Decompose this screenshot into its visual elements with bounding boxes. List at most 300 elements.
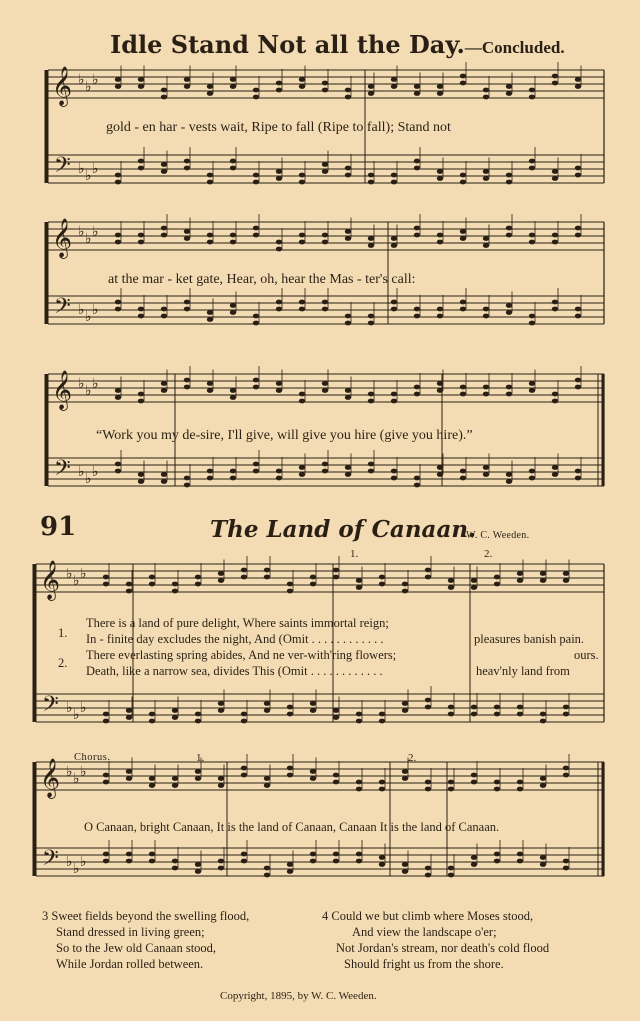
system1-bass-notehead — [276, 169, 282, 174]
system4-treble-notehead — [471, 585, 477, 590]
system3-bass-notehead — [575, 476, 581, 481]
system1-treble-notehead — [368, 84, 374, 89]
system5-treble-notehead — [310, 769, 316, 774]
system3-bass-notehead — [483, 465, 489, 470]
system1-bass-notehead — [391, 180, 397, 185]
system2-treble-notehead — [184, 236, 190, 241]
chorus-ending-1: 1. — [196, 752, 205, 764]
system2-bass-notehead — [184, 300, 190, 305]
system5-treble-notehead — [517, 787, 523, 792]
system1-bass-notehead — [414, 159, 420, 164]
system2-treble-notehead — [483, 243, 489, 248]
system5-treble-notehead — [379, 787, 385, 792]
system4-treble-notehead — [517, 571, 523, 576]
flat-icon: ♭ — [85, 168, 92, 184]
system5-bass-notehead — [448, 873, 454, 878]
system2-bass-notehead — [276, 307, 282, 312]
system3-bass-notehead — [322, 469, 328, 474]
system2-treble-notehead — [529, 233, 535, 238]
system2-treble-notehead — [506, 233, 512, 238]
chorus-ending-2: 2. — [408, 752, 417, 764]
system4-treble-notehead — [379, 582, 385, 587]
system5-bass-notehead — [287, 862, 293, 867]
system5-treble-notehead — [333, 773, 339, 778]
system3-treble-notehead — [529, 381, 535, 386]
system5-treble-notehead — [494, 787, 500, 792]
system5-treble-notehead — [425, 787, 431, 792]
flat-icon: ♭ — [80, 700, 87, 716]
verse-3-line-2: Stand dressed in living green; — [56, 925, 205, 939]
system5-bass-notehead — [218, 866, 224, 871]
flat-icon: ♭ — [92, 72, 99, 88]
system4-treble-notehead — [218, 571, 224, 576]
composer-credit: W. C. Weeden. — [466, 530, 530, 541]
system2-treble-notehead — [552, 240, 558, 245]
system2-bass-notehead — [115, 300, 121, 305]
verse-3-line-1: 3 Sweet fields beyond the swelling flood, — [42, 909, 250, 923]
system1-treble-notehead — [414, 91, 420, 96]
system4-bass-notehead — [379, 719, 385, 724]
system1-bass-notehead — [253, 180, 259, 185]
system4-bass-notehead — [310, 701, 316, 706]
system2-treble-notehead — [322, 240, 328, 245]
system3-bass-notehead — [460, 469, 466, 474]
hymn-number: 91 — [40, 512, 77, 542]
system4-treble-notehead — [103, 582, 109, 587]
system2-treble-notehead — [299, 233, 305, 238]
system4-treble-notehead — [356, 578, 362, 583]
system5-bass-notehead — [287, 869, 293, 874]
flat-icon: ♭ — [66, 566, 73, 582]
verse-ending-3: ours. — [574, 648, 599, 662]
system1-treble-notehead — [322, 88, 328, 93]
system2-bass-notehead — [115, 307, 121, 312]
system2-bass-notehead — [184, 307, 190, 312]
system2-treble-notehead — [161, 226, 167, 231]
page-title-main: Idle Stand Not all the Day. — [110, 30, 465, 59]
system5-treble-notehead — [448, 780, 454, 785]
flat-icon: ♭ — [85, 309, 92, 325]
system5-bass-notehead — [540, 855, 546, 860]
system5-bass-notehead — [333, 859, 339, 864]
system5-bass-notehead — [379, 862, 385, 867]
system3-treble-notehead — [437, 381, 443, 386]
system1-treble-notehead — [276, 88, 282, 93]
system2-bass-notehead — [391, 307, 397, 312]
system4-bass-notehead — [356, 719, 362, 724]
system1-bass-notehead — [368, 173, 374, 178]
system2-bass-notehead — [529, 314, 535, 319]
system2-treble-notehead — [414, 233, 420, 238]
system3-treble-notehead — [230, 388, 236, 393]
flat-icon: ♭ — [78, 302, 85, 318]
system5-treble-notehead — [494, 780, 500, 785]
system4-bass-notehead — [448, 712, 454, 717]
system2-treble-notehead — [345, 229, 351, 234]
system4-bass-notehead — [241, 712, 247, 717]
system3-treble-notehead — [253, 378, 259, 383]
system2-bass-notehead — [345, 314, 351, 319]
chorus-label: Chorus. — [74, 752, 111, 763]
system2-treble-notehead — [552, 233, 558, 238]
system2-bass-notehead — [460, 300, 466, 305]
system2-bass-notehead — [253, 314, 259, 319]
system1-treble-notehead — [345, 88, 351, 93]
system2-treble-notehead — [184, 229, 190, 234]
system3-bass-notehead — [483, 472, 489, 477]
system3-bass-notehead — [437, 472, 443, 477]
system5-treble-notehead — [448, 787, 454, 792]
system3-bass-notehead — [207, 476, 213, 481]
flat-icon: ♭ — [78, 464, 85, 480]
system4-bass-notehead — [149, 719, 155, 724]
verse-marker-2: 2. — [58, 656, 68, 670]
system5-bass-notehead — [218, 859, 224, 864]
system4-treble-notehead — [356, 585, 362, 590]
system5-bass-notehead — [563, 859, 569, 864]
system5-bass-notehead — [379, 855, 385, 860]
system4-treble-notehead — [241, 575, 247, 580]
system4-bass-notehead — [172, 708, 178, 713]
ending-1-marker: 1. — [350, 548, 359, 560]
system2-treble-notehead — [414, 226, 420, 231]
system5-bass-notehead — [241, 852, 247, 857]
system1-treble-notehead — [230, 77, 236, 82]
system1-treble-notehead — [184, 77, 190, 82]
flat-icon: ♭ — [78, 224, 85, 240]
verse-4 — [322, 908, 549, 972]
system2-bass-notehead — [552, 300, 558, 305]
system3-bass-notehead — [184, 476, 190, 481]
system3-treble-notehead — [506, 392, 512, 397]
system4-bass-notehead — [333, 715, 339, 720]
system3-bass-notehead — [207, 469, 213, 474]
system1-bass-notehead — [253, 173, 259, 178]
system3-bass-notehead — [138, 479, 144, 484]
system3-treble-notehead — [138, 392, 144, 397]
flat-icon: ♭ — [73, 771, 80, 787]
system5-treble-notehead — [103, 773, 109, 778]
system3-treble-notehead — [414, 392, 420, 397]
system3-bass-notehead — [437, 465, 443, 470]
flat-icon: ♭ — [66, 700, 73, 716]
hymn-title: The Land of Canaan. — [210, 516, 477, 543]
system3-bass-notehead — [253, 469, 259, 474]
flat-icon: ♭ — [92, 302, 99, 318]
system4-treble-notehead — [172, 582, 178, 587]
system5-treble-notehead — [563, 773, 569, 778]
system3-bass-notehead — [391, 476, 397, 481]
system5-treble-notehead — [425, 780, 431, 785]
system1-bass-notehead — [368, 180, 374, 185]
system1-treble-notehead — [437, 91, 443, 96]
flat-icon: ♭ — [66, 854, 73, 870]
treble-clef-icon: 𝄞 — [52, 66, 73, 106]
system3-treble-notehead — [276, 388, 282, 393]
system3-treble-notehead — [230, 395, 236, 400]
system1-bass-notehead — [184, 159, 190, 164]
system2-bass-notehead — [299, 300, 305, 305]
system5-bass-notehead — [103, 859, 109, 864]
system5-treble-notehead — [195, 776, 201, 781]
system2-bass-notehead — [230, 303, 236, 308]
system2-bass-notehead — [322, 300, 328, 305]
flat-icon: ♭ — [78, 72, 85, 88]
system3-bass-notehead — [368, 462, 374, 467]
system5-treble-notehead — [264, 776, 270, 781]
system3-treble-notehead — [207, 381, 213, 386]
verse-3-line-4: While Jordan rolled between. — [56, 957, 204, 971]
system1-treble-notehead — [391, 77, 397, 82]
system1-bass-notehead — [276, 176, 282, 181]
system3-treble-notehead — [506, 385, 512, 390]
system1-bass-notehead — [437, 169, 443, 174]
system3-bass-notehead — [230, 469, 236, 474]
system4-treble-notehead — [172, 589, 178, 594]
system3-treble-notehead — [345, 388, 351, 393]
system5-bass-notehead — [195, 869, 201, 874]
system1-bass-notehead — [230, 159, 236, 164]
system5-bass-notehead — [402, 869, 408, 874]
system2-bass-notehead — [414, 314, 420, 319]
system4-treble-notehead — [471, 578, 477, 583]
system4-bass-notehead — [103, 719, 109, 724]
system5-bass-notehead — [333, 852, 339, 857]
system5-bass-notehead — [425, 873, 431, 878]
verse-line-4: Death, like a narrow sea, divides This (Omit . . . . . . . . . . . . — [86, 664, 383, 678]
system5-treble-notehead — [333, 780, 339, 785]
system4-bass-notehead — [195, 719, 201, 724]
system2-treble-notehead — [161, 233, 167, 238]
system1-treble-notehead — [552, 74, 558, 79]
system1-bass-notehead — [460, 173, 466, 178]
system5-bass-notehead — [563, 866, 569, 871]
system1-treble-notehead — [230, 84, 236, 89]
system3-bass-notehead — [460, 476, 466, 481]
system2-bass-notehead — [529, 321, 535, 326]
flat-icon: ♭ — [85, 231, 92, 247]
flat-icon: ♭ — [92, 161, 99, 177]
system1-bass-notehead — [506, 173, 512, 178]
system4-bass-notehead — [402, 701, 408, 706]
system4-bass-notehead — [264, 708, 270, 713]
system3-treble-notehead — [529, 388, 535, 393]
system5-bass-notehead — [448, 866, 454, 871]
flat-icon: ♭ — [80, 854, 87, 870]
system1-bass-notehead — [230, 166, 236, 171]
system5-treble-notehead — [540, 776, 546, 781]
system3-bass-notehead — [506, 479, 512, 484]
system5-treble-notehead — [195, 769, 201, 774]
treble-clef-icon: 𝄞 — [40, 758, 61, 798]
system3-bass-notehead — [276, 469, 282, 474]
system1-bass-notehead — [575, 173, 581, 178]
system2-bass-notehead — [414, 307, 420, 312]
flat-icon: ♭ — [78, 161, 85, 177]
system5-bass-notehead — [517, 852, 523, 857]
bass-clef-icon: 𝄢 — [54, 456, 71, 486]
system5-treble-notehead — [172, 783, 178, 788]
system2-treble-notehead — [207, 233, 213, 238]
system3-treble-notehead — [276, 381, 282, 386]
system1-treble-notehead — [483, 88, 489, 93]
system2-treble-notehead — [575, 233, 581, 238]
system1-bass-notehead — [483, 169, 489, 174]
flat-icon: ♭ — [85, 471, 92, 487]
system1-bass-notehead — [460, 180, 466, 185]
system2-treble-notehead — [230, 240, 236, 245]
system4-treble-notehead — [287, 582, 293, 587]
flat-icon: ♭ — [73, 861, 80, 877]
system3-bass-notehead — [138, 472, 144, 477]
system3-bass-notehead — [184, 483, 190, 488]
verse-line-3: There everlasting spring abides, And ne ver-with'ring flowers; — [86, 648, 397, 662]
treble-clef-icon: 𝄞 — [52, 370, 73, 410]
system3-bass-notehead — [299, 465, 305, 470]
flat-icon: ♭ — [85, 383, 92, 399]
system1-treble-notehead — [529, 95, 535, 100]
system2-bass-notehead — [299, 307, 305, 312]
system4-treble-notehead — [540, 571, 546, 576]
system3-bass-notehead — [253, 462, 259, 467]
system1-bass-notehead — [184, 166, 190, 171]
system3-treble-notehead — [207, 388, 213, 393]
system4-bass-notehead — [425, 705, 431, 710]
system3-treble-notehead — [552, 392, 558, 397]
verse-4-line-1: 4 Could we but climb where Moses stood, — [322, 909, 534, 923]
system5-treble-notehead — [126, 776, 132, 781]
system4-bass-notehead — [425, 698, 431, 703]
system5-treble-notehead — [540, 783, 546, 788]
system5-treble-notehead — [379, 780, 385, 785]
system1-treble-notehead — [161, 88, 167, 93]
system5-bass-notehead — [310, 859, 316, 864]
system2-bass-notehead — [253, 321, 259, 326]
system3-bass-notehead — [506, 472, 512, 477]
system2-treble-notehead — [460, 229, 466, 234]
system3-bass-notehead — [230, 476, 236, 481]
system2-bass-notehead — [368, 314, 374, 319]
page-title-suffix: —Concluded. — [464, 38, 565, 57]
system4-bass-notehead — [287, 712, 293, 717]
system4-treble-notehead — [425, 575, 431, 580]
system3-bass-notehead — [414, 476, 420, 481]
system1-bass-notehead — [138, 166, 144, 171]
system2-treble-notehead — [253, 233, 259, 238]
system3-treble-notehead — [575, 385, 581, 390]
system3-treble-notehead — [460, 392, 466, 397]
system4-bass-notehead — [126, 715, 132, 720]
system1-treble-notehead — [460, 74, 466, 79]
system4-bass-notehead — [195, 712, 201, 717]
system1-bass-notehead — [506, 180, 512, 185]
system5-treble-notehead — [241, 766, 247, 771]
system3-treble-notehead — [161, 388, 167, 393]
system3-treble-notehead — [483, 385, 489, 390]
system2-treble-notehead — [391, 243, 397, 248]
system2-treble-notehead — [230, 233, 236, 238]
system4-treble-notehead — [149, 582, 155, 587]
system3-treble-notehead — [299, 399, 305, 404]
system4-treble-notehead — [425, 568, 431, 573]
system3-bass-notehead — [575, 469, 581, 474]
system4-bass-notehead — [218, 701, 224, 706]
system4-treble-notehead — [333, 575, 339, 580]
system4-bass-notehead — [310, 708, 316, 713]
system2-treble-notehead — [345, 236, 351, 241]
system5-treble-notehead — [356, 780, 362, 785]
ending-2-marker: 2. — [484, 548, 493, 560]
system2-bass-notehead — [161, 307, 167, 312]
system4-bass-notehead — [517, 705, 523, 710]
system1-bass-notehead — [115, 180, 121, 185]
system1-treble-notehead — [276, 81, 282, 86]
system4-treble-notehead — [402, 582, 408, 587]
system4-treble-notehead — [517, 578, 523, 583]
system2-treble-notehead — [322, 233, 328, 238]
system5-bass-notehead — [540, 862, 546, 867]
system2-bass-notehead — [230, 310, 236, 315]
system2-lyrics: at the mar - ket gate, Hear, oh, hear the Mas - ter's call: — [108, 272, 416, 287]
system1-treble-notehead — [299, 84, 305, 89]
system1-treble-notehead — [138, 84, 144, 89]
system5-bass-notehead — [494, 859, 500, 864]
system2-bass-notehead — [460, 307, 466, 312]
system2-treble-notehead — [506, 226, 512, 231]
system3-bass-notehead — [161, 472, 167, 477]
system4-treble-notehead — [563, 578, 569, 583]
system3-treble-notehead — [161, 381, 167, 386]
system3-treble-notehead — [575, 378, 581, 383]
system5-treble-notehead — [149, 783, 155, 788]
system1-bass-notehead — [161, 162, 167, 167]
system2-treble-notehead — [368, 243, 374, 248]
treble-clef-icon: 𝄞 — [52, 218, 73, 258]
system3-treble-notehead — [414, 385, 420, 390]
bass-clef-icon: 𝄢 — [42, 692, 59, 722]
system1-treble-notehead — [184, 84, 190, 89]
system2-bass-notehead — [391, 300, 397, 305]
system2-bass-notehead — [575, 314, 581, 319]
system1-treble-notehead — [161, 95, 167, 100]
system4-treble-notehead — [563, 571, 569, 576]
system4-treble-notehead — [287, 589, 293, 594]
system4-treble-notehead — [264, 568, 270, 573]
system4-treble-notehead — [494, 582, 500, 587]
system4-treble-notehead — [402, 589, 408, 594]
system3-bass-notehead — [345, 472, 351, 477]
system4-bass-notehead — [540, 712, 546, 717]
system5-bass-notehead — [356, 859, 362, 864]
system1-bass-notehead — [391, 173, 397, 178]
system3-treble-notehead — [115, 388, 121, 393]
system1-bass-notehead — [299, 180, 305, 185]
system1-treble-notehead — [138, 77, 144, 82]
system5-treble-notehead — [241, 773, 247, 778]
system4-bass-notehead — [563, 712, 569, 717]
system2-treble-notehead — [483, 236, 489, 241]
system5-bass-notehead — [126, 852, 132, 857]
system5-treble-notehead — [103, 780, 109, 785]
system2-treble-notehead — [207, 240, 213, 245]
system5-treble-notehead — [218, 776, 224, 781]
system3-treble-notehead — [460, 385, 466, 390]
system5-treble-notehead — [287, 766, 293, 771]
system3-treble-notehead — [184, 385, 190, 390]
system3-bass-notehead — [276, 476, 282, 481]
system5-treble-notehead — [402, 776, 408, 781]
system3-treble-notehead — [391, 399, 397, 404]
